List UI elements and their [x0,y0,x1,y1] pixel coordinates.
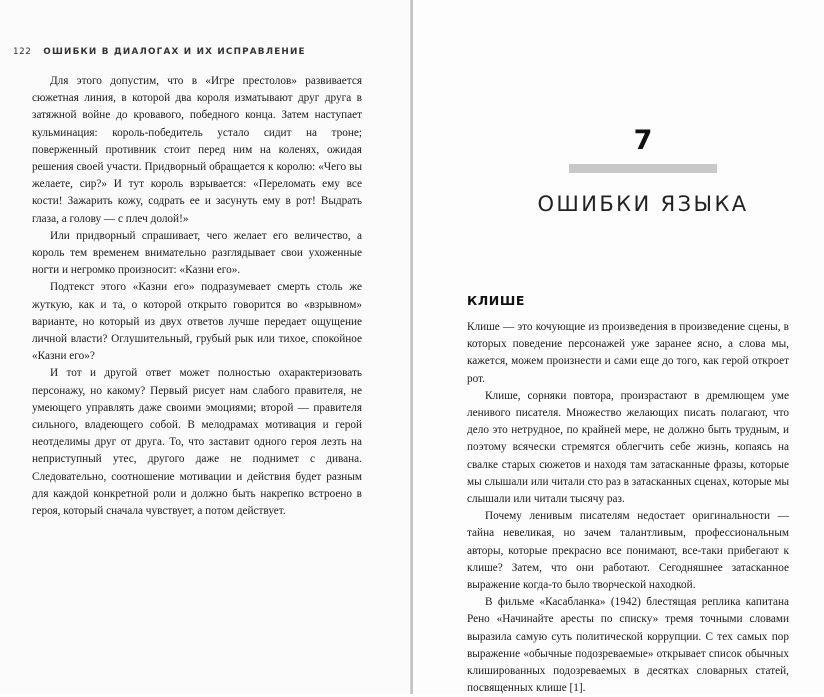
chapter-divider [569,164,717,173]
paragraph: Подтекст этого «Казни его» подразумевает смерть столь же жуткую, как и та, о которой открыто говорится во «взрывном» варианте, но который из двух ответов лучше передает ощущение личной власти? Оглушительный, грубый рык или тихое, спокойное «Казни его»? [32,281,362,363]
left-page [0,0,411,694]
paragraph: Для этого допустим, что в «Игре престолов» развивается сюжетная линия, в которой два короля изматывают друг друга в затяжной войне до кровавого, победного конца. Затем наступает кульминация: король-победитель устало сидит на троне; поверженный противник стоит перед ним на коленях, ожидая решения своей участи. Придворный обращается к королю: «Чего вы желаете, сир?» И тут король взрывается: «Переломать ему все кости! Зажарить кожу, содрать ее и засунуть ему в рот! Выдрать глаза, а голову — с плеч долой!» [32,75,362,225]
chapter-title: ОШИБКИ ЯЗЫКА [537,192,749,216]
right-body-text [467,319,789,697]
left-body-text [32,73,362,520]
paragraph: Клише, сорняки повтора, произрастают в дремлющем уме ленивого писателя. Множество желающих писать полагают, что дело это нетрудное, по крайней мере, не должно быть трудным, и поэтому всячески стремятся облегчить себе жизнь, копаясь на свалке старых сюжетов и находя там затасканные фразы, которые мы слышали или читали сто раз в затасканных сценах, которые мы слышали или читали тысячу раз. [467,389,790,506]
running-head [13,47,306,57]
page-number: 122 [13,47,32,57]
paragraph: В фильме «Касабланка» (1942) блестящая реплика капитана Рено «Начинайте аресты по списку» тремя точными словами выразила самую суть политической коррупции. С тех самых пор выражение «обычные подозреваемые» открывает список обычных клишированных подозреваемых в десятках словарных статей, посвященных клише [1]. [467,596,789,695]
section-heading: КЛИШЕ [467,293,526,308]
chapter-number: 7 [633,125,653,156]
paragraph: Почему ленивым писателям недостает оригинальности — тайна невеликая, но зачем талантливым, профессиональным авторы, которые прекрасно все понимают, все-таки прибегают к клише? Затем, что они работают. Сегодняшнее затасканное выражение когда-то было творческой находкой. [467,510,789,592]
paragraph: Или придворный спрашивает, чего желает его величество, а король тем временем внимательно разглядывает свои ухоженные ногти и негромко произносит: «Казни его». [32,229,362,277]
running-head-title: ОШИБКИ В ДИАЛОГАХ И ИХ ИСПРАВЛЕНИЕ [43,47,306,57]
paragraph: Клише — это кочующие из произведения в произведение сцены, в которых поведение персонажей уже заранее ясно, а слова мы, кажется, можем произнести и сами еще до того, как герой откроет рот. [467,321,789,385]
paragraph: И тот и другой ответ может полностью охарактеризовать персонажу, но какому? Первый рисует нам слабого правителя, не умеющего управлять даже своими эмоциями; второй — правителя сильного, владеющего собой. В мелодрамах мотивация и герой неотделимы друг от друга. То, что заставит одного героя лезть на неприступный утес, другого даже не поднимет с дивана. Следовательно, соотношение мотивации и действия будет разным для каждой конкретной роли и должно быть накрепко встроено в героя, который сначала чувствует, а потом действует. [32,367,362,518]
